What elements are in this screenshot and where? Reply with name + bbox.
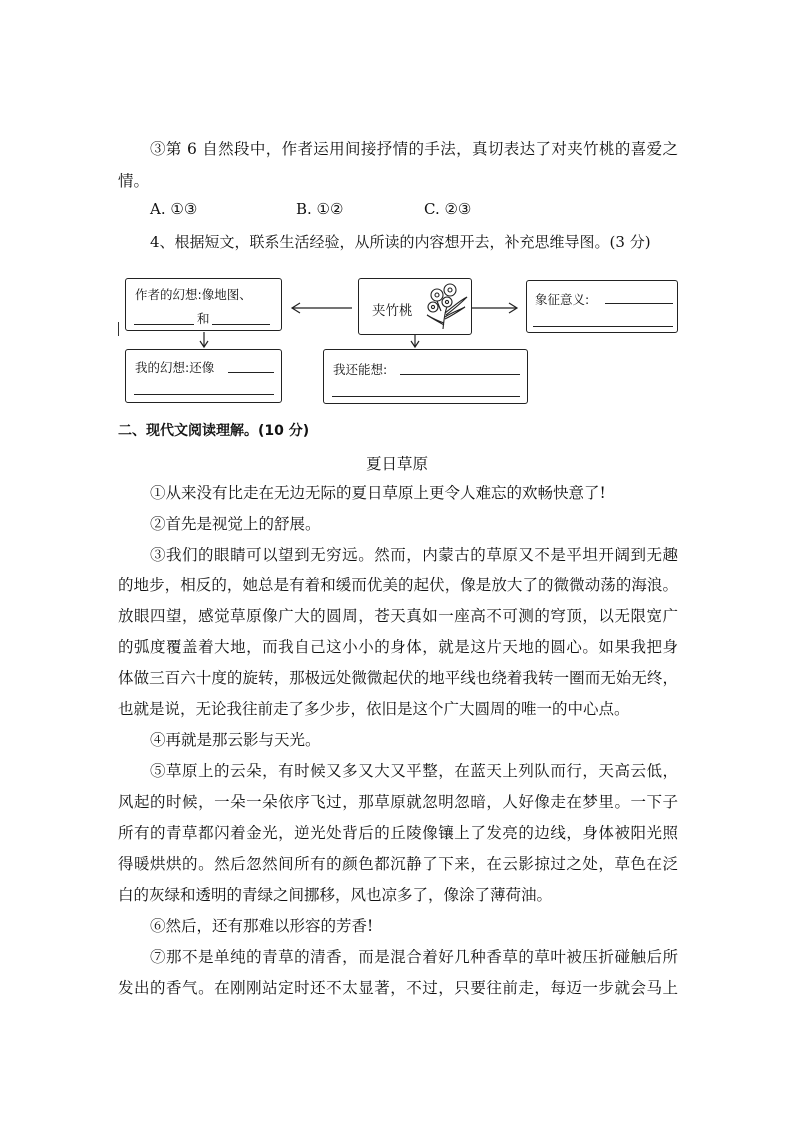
option-c: C. ②③ xyxy=(424,200,472,218)
box-my-fantasy xyxy=(125,349,282,403)
item3-line2: 情。 xyxy=(118,172,150,190)
blank-8[interactable] xyxy=(332,396,520,397)
question-4: 4、根据短文，联系生活经验，从所读的内容想开去，补充思维导图。(3 分) xyxy=(150,233,651,251)
blank-3[interactable] xyxy=(605,303,673,304)
passage-line: 体做三百六十度的旋转，那极远处微微起伏的地平线也绕着我转一圈而无始无终， xyxy=(118,669,678,687)
passage-line: ③我们的眼睛可以望到无穷远。然而，内蒙古的草原又不是平坦开阔到无趣 xyxy=(150,546,678,564)
option-a: A. ①③ xyxy=(150,200,198,218)
passage-title: 夏日草原 xyxy=(365,455,428,473)
box-center-topic xyxy=(358,278,472,335)
passage-line: 的弧度覆盖着大地，而我自己这小小的身体，就是这片天地的圆心。如果我把身 xyxy=(118,638,678,656)
passage-line: ⑥然后，还有那难以形容的芳香! xyxy=(150,917,374,935)
passage-line: 发出的香气。在刚刚站定时还不太显著，不过，只要往前走，每迈一步就会马上 xyxy=(118,979,678,997)
passage-line: ④再就是那云影与天光。 xyxy=(150,731,321,749)
author-fantasy-label: 作者的幻想:像地图、 xyxy=(135,287,252,302)
also-think-label: 我还能想: xyxy=(333,362,388,377)
section-2-heading: 二、现代文阅读理解。(10 分) xyxy=(118,423,310,439)
passage-line: ⑦那不是单纯的青草的清香，而是混合着好几种香草的草叶被压折碰触后所 xyxy=(150,948,678,966)
item3-line1: ③第 6 自然段中，作者运用间接抒情的手法，真切表达了对夹竹桃的喜爱之 xyxy=(150,140,678,158)
option-b: B. ①② xyxy=(296,200,344,218)
passage-line: ⑤草原上的云朵，有时候又多又大又平整，在蓝天上列队而行，天高云低， xyxy=(150,762,678,780)
and-label: 和 xyxy=(197,311,210,326)
blank-4[interactable] xyxy=(533,326,673,327)
flower-sketch-icon xyxy=(423,281,471,331)
passage-line: 也就是说，无论我往前走了多少步，依旧是这个广大圆周的唯一的中心点。 xyxy=(118,700,630,718)
box-also-think xyxy=(323,349,528,404)
my-fantasy-label: 我的幻想:还像 xyxy=(135,360,215,375)
blank-5[interactable] xyxy=(228,372,274,373)
blank-7[interactable] xyxy=(400,374,520,375)
passage-line: ①从来没有比走在无边无际的夏日草原上更令人难忘的欢畅快意了! xyxy=(150,484,606,502)
passage-line: 放眼四望，感觉草原像广大的圆周，苍天真如一座高不可测的穹顶，以无限宽广 xyxy=(118,607,678,625)
passage-line: 白的灰绿和透明的青绿之间挪移，风也凉多了，像涂了薄荷油。 xyxy=(118,886,553,904)
passage-line: 得暖烘烘的。然后忽然间所有的颜色都沉静了下来，在云影掠过之处，草色在泛 xyxy=(118,855,678,873)
passage-line: 所有的青草都闪着金光，逆光处背后的丘陵像镶上了发亮的边线，身体被阳光照 xyxy=(118,824,678,842)
symbolic-meaning-label: 象征意义: xyxy=(535,292,590,307)
center-topic-label: 夹竹桃 xyxy=(372,303,413,319)
passage-line: ②首先是视觉上的舒展。 xyxy=(150,515,321,533)
passage-line: 的地步，相反的，她总是有着和缓而优美的起伏，像是放大了的微微动荡的海浪。 xyxy=(118,576,678,594)
box-symbolic-meaning xyxy=(526,280,678,333)
passage-line: 风起的时候，一朵一朵依序飞过，那草原就忽明忽暗，人好像走在梦里。一下子 xyxy=(118,793,678,811)
blank-6[interactable] xyxy=(134,394,274,395)
